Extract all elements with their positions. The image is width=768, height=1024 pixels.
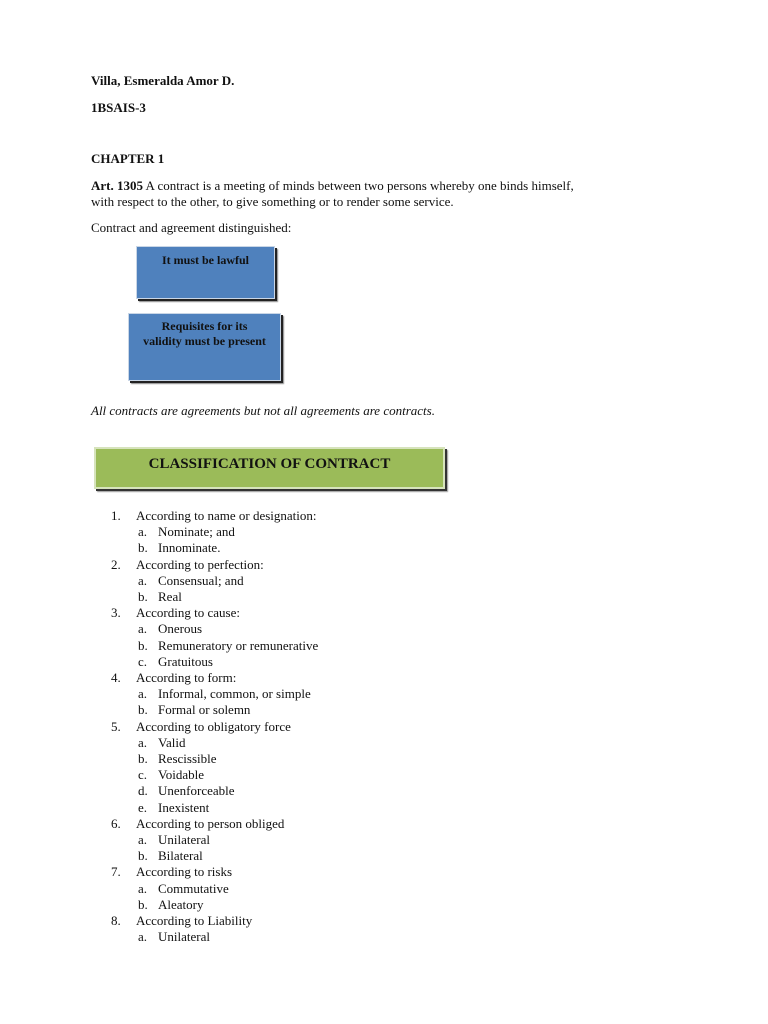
sub-list-text: Aleatory (158, 896, 204, 912)
sub-list-letter: b. (138, 589, 148, 604)
sub-list-letter: b. (138, 896, 148, 912)
sub-list-text: Gratuitous (158, 653, 213, 669)
sub-list-letter: a. (138, 832, 148, 847)
sub-list-text: Real (158, 589, 182, 604)
list-item-number: 6. (111, 815, 121, 831)
article-label: Art. 1305 (91, 178, 143, 193)
list-item-number: 5. (111, 718, 121, 734)
lawful-box (136, 246, 275, 299)
sub-list-letter: b. (138, 540, 148, 556)
sub-list-letter: d. (138, 783, 148, 799)
sub-list-text: Bilateral (158, 848, 203, 864)
sub-list-text: Unenforceable (158, 783, 235, 799)
sub-list-letter: b. (138, 637, 148, 653)
sub-list-text: Valid (158, 734, 186, 750)
sub-list-letter: a. (138, 734, 148, 750)
list-item-label: According to Liability (136, 913, 253, 928)
sub-list-letter: a. (138, 686, 148, 702)
sub-list-letter: b. (138, 702, 148, 718)
agreement-note: All contracts are agreements but not all agreements are contracts. (91, 403, 435, 418)
list-item-number: 4. (111, 670, 121, 685)
sub-list-letter: a. (138, 524, 148, 540)
sub-list-letter: c. (138, 767, 148, 783)
article-text-line2: with respect to the other, to give something or to render some service. (91, 194, 454, 209)
article-text-line1: A contract is a meeting of minds between two persons whereby one binds himself, (143, 178, 574, 193)
article-paragraph-line1 (91, 178, 574, 194)
sub-list-letter: a. (138, 572, 148, 588)
sub-list-text: Voidable (158, 767, 204, 783)
list-item-label: According to obligatory force (136, 718, 291, 734)
sub-list-text: Rescissible (158, 751, 217, 766)
requisites-box (128, 313, 281, 381)
sub-list-text: Innominate. (158, 540, 221, 556)
sub-list-letter: e. (138, 799, 148, 815)
list-item-label: According to risks (136, 864, 233, 880)
sub-list-letter: b. (138, 848, 148, 864)
sub-list-text: Formal or solemn (158, 702, 251, 718)
sub-list-text: Remuneratory or remunerative (158, 637, 319, 653)
list-item-label: According to person obliged (136, 815, 285, 831)
sub-list-text: Consensual; and (158, 572, 244, 588)
list-item-label: According to perfection: (136, 556, 264, 572)
section-code: 1BSAIS-3 (91, 100, 146, 115)
sub-list-text: Onerous (158, 621, 203, 637)
list-item-label: According to name or designation: (136, 508, 317, 523)
classification-banner: CLASSIFICATION OF CONTRACT (94, 447, 445, 489)
list-item-number: 1. (111, 508, 121, 523)
list-item-number: 3. (111, 605, 121, 621)
sub-list-text: Unilateral (158, 929, 210, 945)
sub-list-text: Inexistent (158, 799, 210, 815)
distinction-intro: Contract and agreement distinguished: (91, 220, 292, 235)
lawful-box-text: It must be lawful (161, 253, 249, 267)
sub-list-text: Nominate; and (158, 524, 235, 540)
sub-list-text: Commutative (158, 880, 229, 896)
sub-list-letter: b. (138, 751, 148, 766)
list-item-label: According to cause: (136, 605, 240, 621)
requisites-box-text: Requisites for its validity must be present (143, 319, 266, 348)
list-item-number: 8. (111, 913, 121, 928)
sub-list-text: Unilateral (158, 832, 210, 847)
chapter-heading: CHAPTER 1 (91, 151, 165, 166)
author-name: Villa, Esmeralda Amor D. (91, 73, 235, 88)
sub-list-text: Informal, common, or simple (158, 686, 311, 702)
list-item-number: 2. (111, 556, 121, 572)
sub-list-letter: a. (138, 929, 148, 945)
list-item-label: According to form: (136, 670, 237, 685)
list-item-number: 7. (111, 864, 121, 880)
sub-list-letter: a. (138, 880, 148, 896)
sub-list-letter: a. (138, 621, 148, 637)
sub-list-letter: c. (138, 653, 148, 669)
